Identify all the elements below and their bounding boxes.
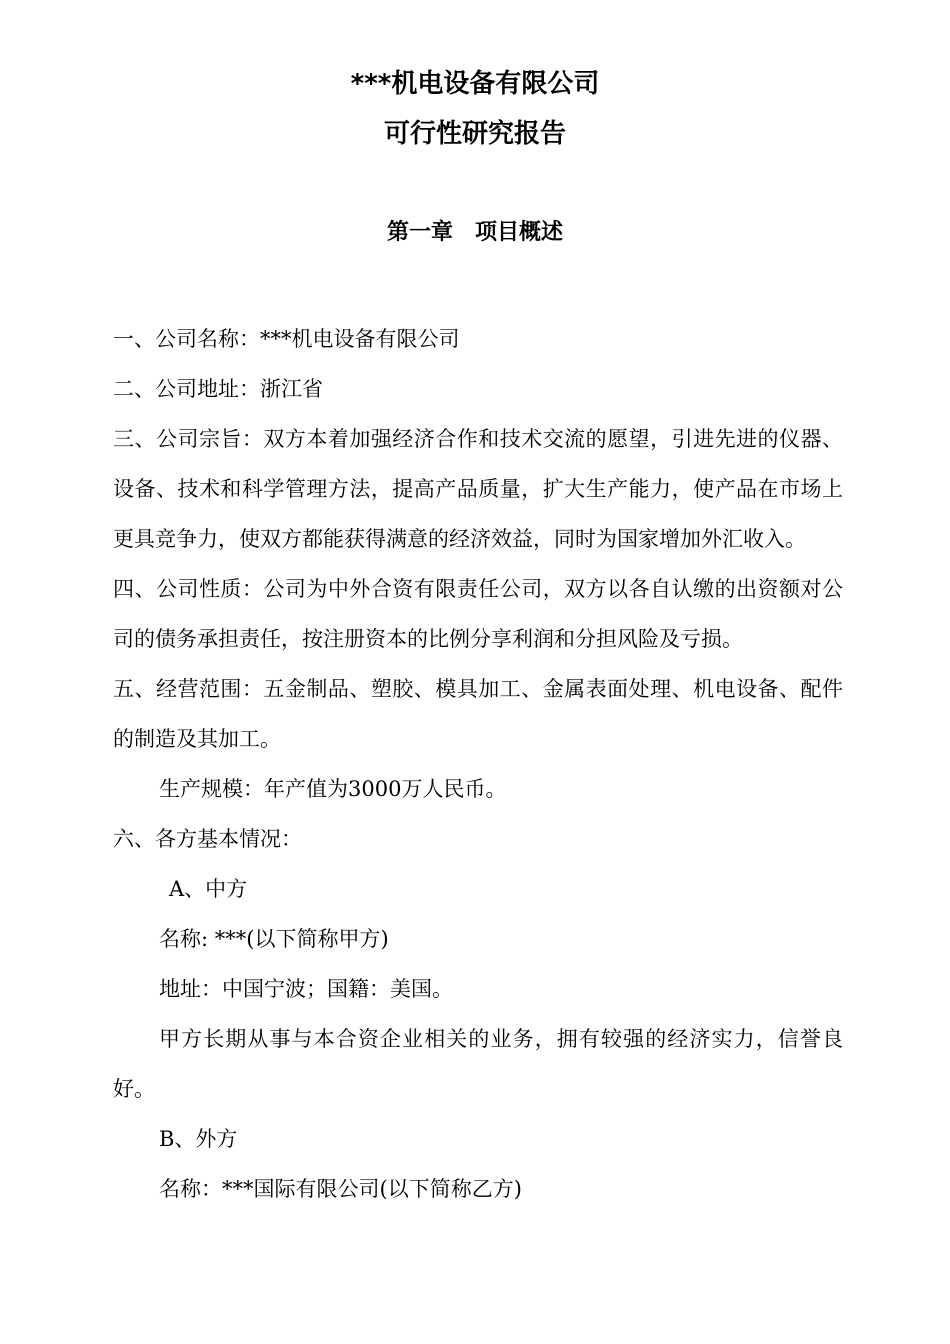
party-a-name: 名称: ***(以下简称甲方) — [159, 927, 389, 951]
parties-heading: 六、各方基本情况： — [113, 827, 302, 851]
party-b-name: 名称：***国际有限公司(以下简称乙方) — [159, 1177, 522, 1201]
party-a-heading: A、中方 — [169, 877, 248, 901]
document-body — [113, 314, 843, 1214]
party-a-description: 甲方长期从事与本合资企业相关的业务，拥有较强的经济实力，信誉良好。 — [113, 1027, 843, 1101]
report-title-company: ***机电设备有限公司 — [350, 69, 600, 99]
party-a-address: 地址：中国宁波；国籍：美国。 — [159, 977, 453, 1001]
party-b-heading: B、外方 — [159, 1127, 238, 1151]
company-address-paragraph: 二、公司地址：浙江省 — [113, 377, 323, 401]
company-name-paragraph: 一、公司名称：***机电设备有限公司 — [113, 327, 460, 351]
chapter-heading: 第一章 项目概述 — [386, 220, 563, 245]
business-scope-paragraph: 五、经营范围：五金制品、塑胶、模具加工、金属表面处理、机电设备、配件的制造及其加工。 — [113, 677, 843, 751]
company-nature-paragraph: 四、公司性质：公司为中外合资有限责任公司，双方以各自认缴的出资额对公司的债务承担责任，按注册资本的比例分享利润和分担风险及亏损。 — [113, 577, 843, 651]
company-purpose-paragraph: 三、公司宗旨：双方本着加强经济合作和技术交流的愿望，引进先进的仪器、设备、技术和科学管理方法，提高产品质量，扩大生产能力，使产品在市场上更具竞争力，使双方都能获得满意的经济效益，同时为国家增加外汇收入。 — [113, 427, 843, 551]
production-scale-paragraph: 生产规模：年产值为3000万人民币。 — [159, 777, 507, 801]
report-title-type: 可行性研究报告 — [383, 119, 566, 149]
